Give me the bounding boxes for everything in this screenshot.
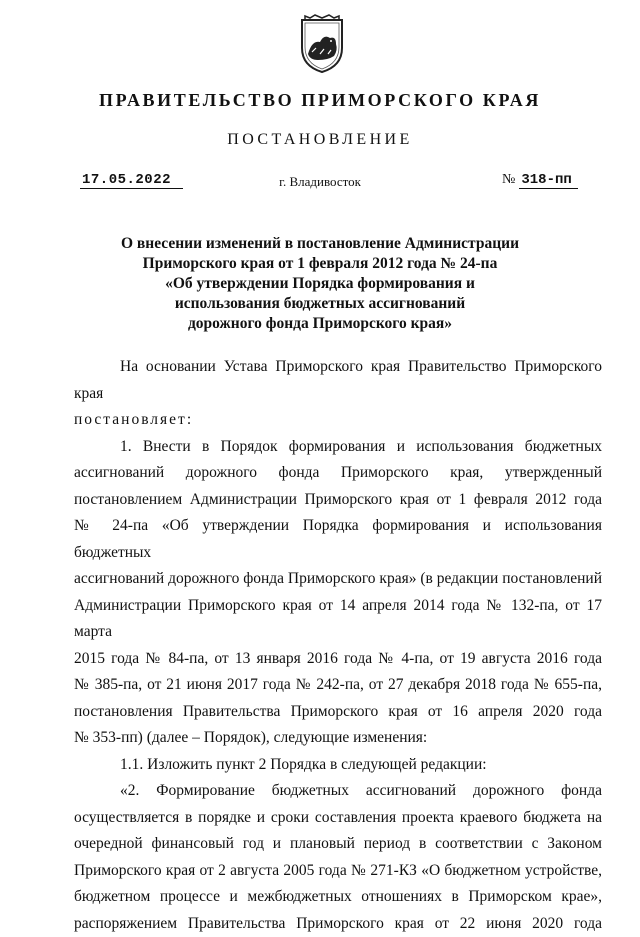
body-line: постановления Правительства Приморского края от 16 апреля 2020 года — [74, 699, 602, 726]
subject-line: О внесении изменений в постановление Администрации — [0, 234, 640, 254]
body-line: 1.1. Изложить пункт 2 Порядка в следующей редакции: — [74, 752, 602, 779]
body-line: ассигнований дорожного фонда Приморского края» (в редакции постановлений — [74, 566, 602, 593]
number-label: № — [502, 172, 515, 187]
document-city: г. Владивосток — [0, 174, 640, 190]
document-date: 17.05.2022 — [80, 172, 183, 189]
body-line: «2. Формирование бюджетных ассигнований дорожного фонда — [74, 778, 602, 805]
subject-line: «Об утверждении Порядка формирования и — [0, 274, 640, 294]
body-line: ассигнований дорожного фонда Приморского края, утвержденный — [74, 460, 602, 487]
body-line: На основании Устава Приморского края Правительство Приморского края — [74, 354, 602, 407]
body-line: бюджетном процессе и межбюджетных отношениях в Приморском крае», — [74, 884, 602, 911]
document-type: ПОСТАНОВЛЕНИЕ — [0, 131, 640, 149]
document-subject — [0, 234, 640, 334]
subject-line: Приморского края от 1 февраля 2012 года № 24-па — [0, 254, 640, 274]
body-line: осуществляется в порядке и сроки составления проекта краевого бюджета на — [74, 805, 602, 832]
body-line: 2015 года № 84-па, от 13 января 2016 года № 4-па, от 19 августа 2016 года — [74, 646, 602, 673]
document-body — [74, 354, 602, 937]
body-line: постановлением Администрации Приморского края от 1 февраля 2012 года — [74, 487, 602, 514]
body-line: Администрации Приморского края от 14 апреля 2014 года № 132-па, от 17 марта — [74, 593, 602, 646]
body-line: № 385-па, от 21 июня 2017 года № 242-па, от 27 декабря 2018 года № 655-па, — [74, 672, 602, 699]
government-title: ПРАВИТЕЛЬСТВО ПРИМОРСКОГО КРАЯ — [0, 90, 640, 111]
subject-line: дорожного фонда Приморского края» — [0, 314, 640, 334]
number-value: 318-пп — [519, 172, 577, 189]
body-line: Приморского края от 2 августа 2005 года № 271-КЗ «О бюджетном устройстве, — [74, 858, 602, 885]
subject-line: использования бюджетных ассигнований — [0, 294, 640, 314]
document-number — [502, 172, 578, 188]
body-line: № 24-па «Об утверждении Порядка формирования и использования бюджетных — [74, 513, 602, 566]
body-line: 1. Внести в Порядок формирования и использования бюджетных — [74, 434, 602, 461]
body-line: очередной финансовый год и плановый период в соответствии с Законом — [74, 831, 602, 858]
body-line: распоряжением Правительства Приморского края от 22 июня 2020 года — [74, 911, 602, 937]
body-line: постановляет: — [74, 407, 602, 434]
body-line: № 353-пп) (далее – Порядок), следующие изменения: — [74, 725, 602, 752]
coat-of-arms-icon — [298, 14, 346, 74]
